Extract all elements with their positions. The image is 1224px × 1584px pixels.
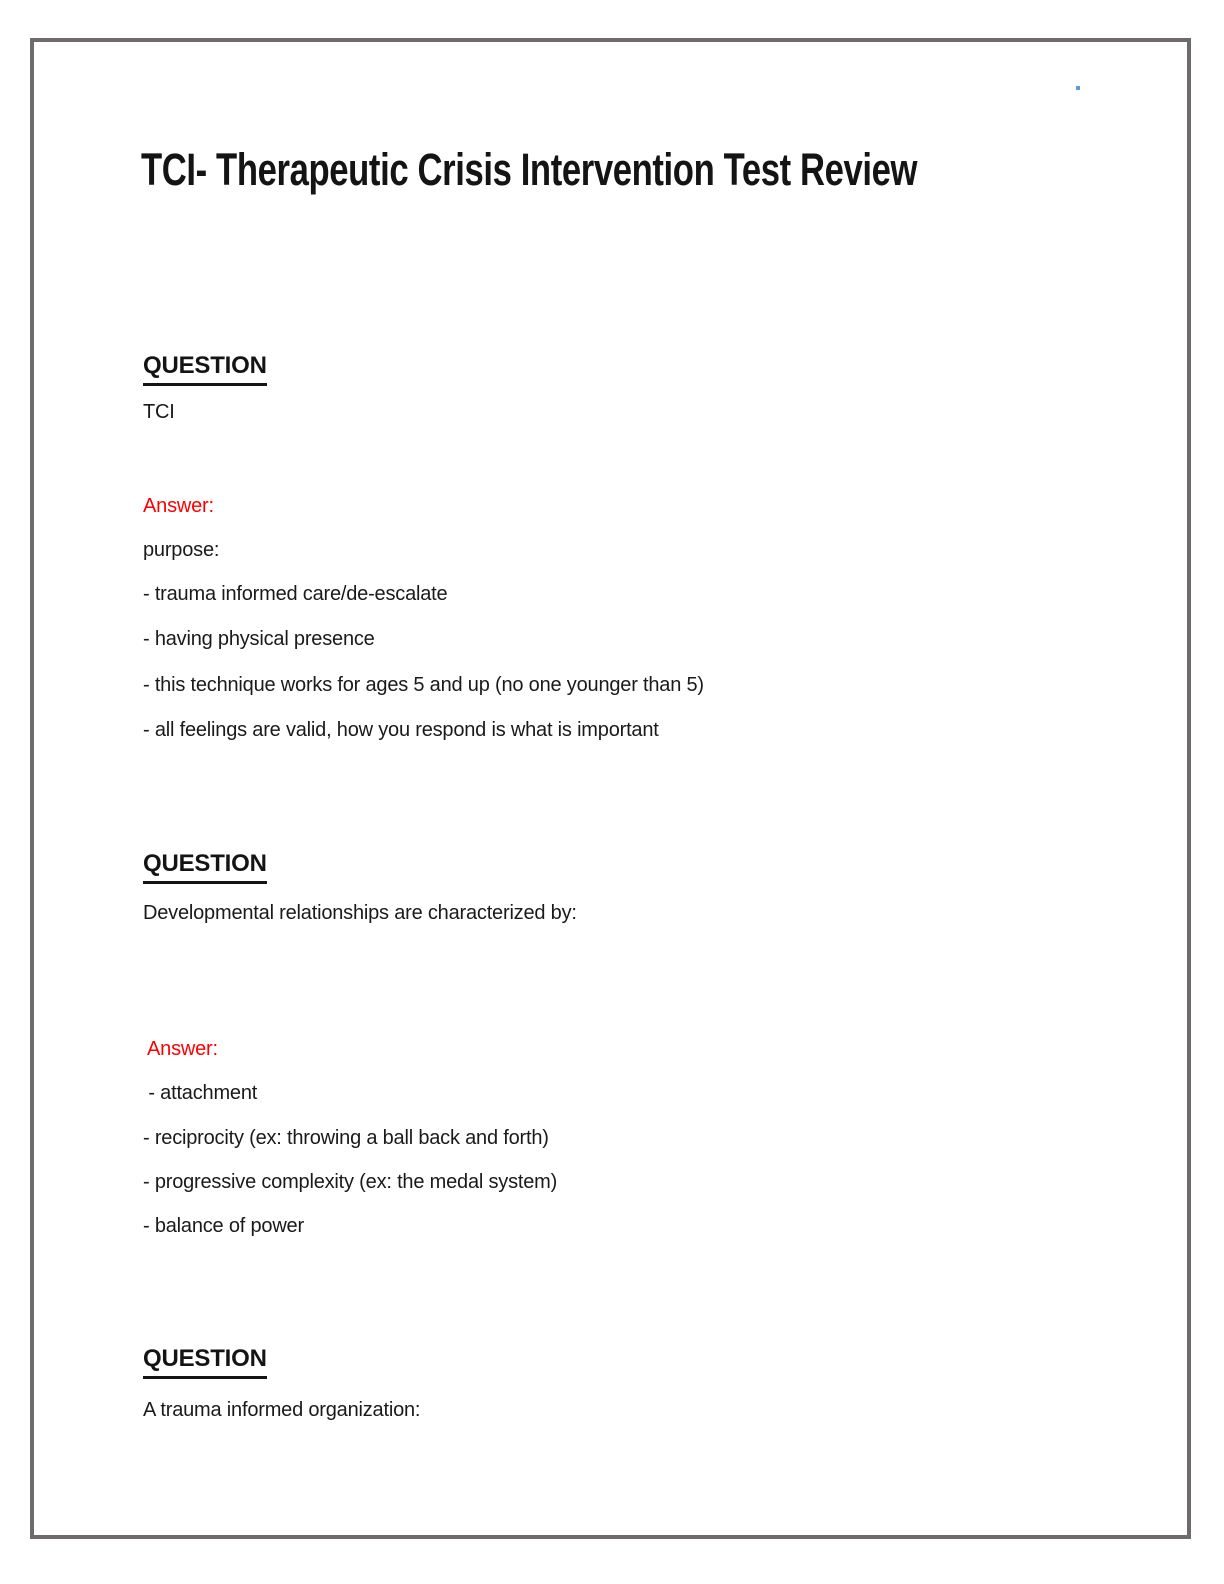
question-heading-label: QUESTION xyxy=(143,352,267,386)
question-text: A trauma informed organization: xyxy=(143,1399,421,1421)
answer-label: Answer: xyxy=(147,1038,218,1060)
answer-line: - progressive complexity (ex: the medal system) xyxy=(143,1171,558,1193)
answer-line: - having physical presence xyxy=(143,628,375,650)
question-heading xyxy=(143,850,267,884)
page-border-frame xyxy=(30,38,1191,1539)
answer-line: - attachment xyxy=(143,1082,258,1104)
question-heading-label: QUESTION xyxy=(143,850,267,884)
question-text: Developmental relationships are characterized by: xyxy=(143,902,577,924)
question-text: TCI xyxy=(143,401,175,423)
answer-line: - reciprocity (ex: throwing a ball back and forth) xyxy=(143,1127,549,1149)
answer-intro: purpose: xyxy=(143,539,220,561)
answer-line: - trauma informed care/de-escalate xyxy=(143,583,448,605)
question-heading xyxy=(143,352,267,386)
answer-line: - balance of power xyxy=(143,1215,304,1237)
answer-line: - all feelings are valid, how you respond is what is important xyxy=(143,719,659,741)
blue-dot-artifact xyxy=(1076,86,1080,90)
answer-label: Answer: xyxy=(143,495,214,517)
doc-title: TCI- Therapeutic Crisis Intervention Test Review xyxy=(141,144,918,195)
question-heading xyxy=(143,1345,267,1379)
question-heading-label: QUESTION xyxy=(143,1345,267,1379)
answer-line: - this technique works for ages 5 and up (no one younger than 5) xyxy=(143,674,704,696)
